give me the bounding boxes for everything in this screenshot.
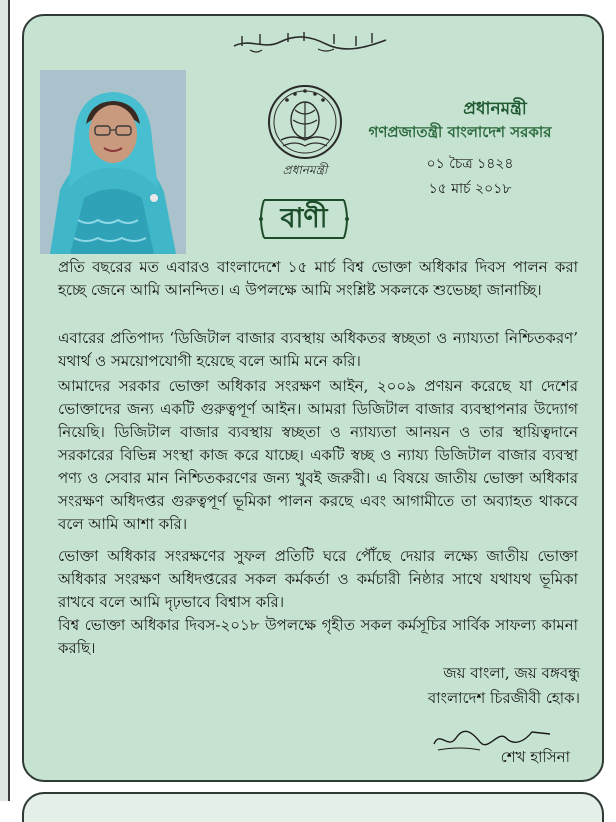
portrait-photo xyxy=(40,70,186,254)
closing-wish: বাংলাদেশ চিরজীবী হোক। xyxy=(427,689,580,707)
message-paragraph-5: বিশ্ব ভোক্তা অধিকার দিবস-২০১৮ উপলক্ষে গৃহীত সকল কর্মসূচির সার্বিক সাফল্য কামনা করছি। xyxy=(58,616,578,657)
date-bengali-calendar: ০১ চৈত্র ১৪২৪ xyxy=(426,156,514,172)
government-name: গণপ্রজাতন্ত্রী বাংলাদেশ সরকার xyxy=(368,123,552,141)
emblem-caption: প্রধানমন্ত্রী xyxy=(282,163,328,177)
message-paragraph-1: প্রতি বছরের মত এবারও বাংলাদেশে ১৫ মার্চ বিশ্ব ভোক্তা অধিকার দিবস পালন করা হচ্ছে জেনে আমি আনন্দিত। এ উপলক্ষে আমি সংশ্লিষ্ট সকলকে শুভেচ্ছা জানাচ্ছি। xyxy=(58,258,578,299)
message-paragraph-4: ভোক্তা অধিকার সংরক্ষণের সুফল প্রতিটি ঘরে পৌঁছে দেয়ার লক্ষ্যে জাতীয় ভোক্তা অধিকার সংরক্ষণ অধিদপ্তরের সকল কর্মকর্তা ও কর্মচারী নিষ্ঠার সাথে যথাযথ ভূমিকা রাখবে বলে আমি দৃঢ়ভাবে বিশ্বাস করি। xyxy=(58,547,578,611)
next-card-edge xyxy=(22,792,604,822)
adjacent-page-edge xyxy=(0,0,10,801)
message-paragraph-3: আমাদের সরকার ভোক্তা অধিকার সংরক্ষণ আইন, ২০০৯ প্রণয়ন করেছে যা দেশের ভোক্তাদের জন্য একটি গুরুত্বপূর্ণ আইন। আমরা ডিজিটাল বাজার ব্যবস্থাপনার উদ্যোগ নিয়েছি। ডিজিটাল বাজার ব্যবস্থায় স্বচ্ছতা ও ন্যায্যতা আনয়ন ও তার স্থায়িত্বদানে সরকারের বিভিন্ন সংস্থা কাজ করে যাচ্ছে। একটি স্বচ্ছ ও ন্যায্য ডিজিটাল বাজার ব্যবস্থা পণ্য ও সেবার মান নিশ্চিতকরণের জন্য খুবই জরুরী। এ বিষয়ে জাতীয় ভোক্তা অধিকার সংরক্ষণ অধিদপ্তর গুরুত্বপূর্ণ ভূমিকা পালন করছে এবং আগামীতে তা অব্যাহত থাকবে বলে আমি আশা করি। xyxy=(58,377,578,533)
bismillah-calligraphy xyxy=(230,28,390,54)
closing-slogan: জয় বাংলা, জয় বঙ্গবন্ধু xyxy=(443,664,580,682)
date-gregorian: ১৫ মার্চ ২০১৮ xyxy=(428,181,512,197)
message-paragraph-2: এবারের প্রতিপাদ্য ‘ডিজিটাল বাজার ব্যবস্থায় অধিকতর স্বচ্ছতা ও ন্যায্যতা নিশ্চিতকরণ’ যথার্থ ও সময়োপযোগী হয়েছে বলে আমি মনে করি। xyxy=(58,329,578,370)
government-emblem xyxy=(265,80,345,180)
message-heading-frame xyxy=(258,192,350,246)
signatory-name: শেখ হাসিনা xyxy=(500,748,570,766)
office-title: প্রধানমন্ত্রী xyxy=(463,99,527,119)
message-heading: বাণী xyxy=(280,203,328,234)
